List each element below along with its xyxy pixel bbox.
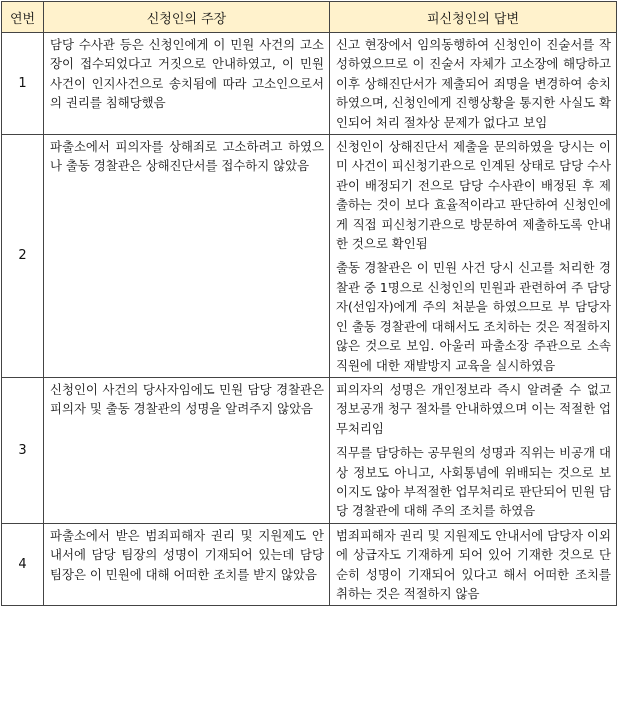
answer-text: 범죄피해자 권리 및 지원제도 안내서에 담당자 이외에 상급자도 기재하게 되어 있어 기재한 것으로 단순히 성명이 기재되어 있다고 해서 어떠한 조치를 취하는 것은 적절하지 않음 xyxy=(336,527,611,601)
answer-text: 출동 경찰관은 이 민원 사건 당시 신고를 처리한 경찰관 중 1명으로 신청인의 민원과 관련하여 주 담당자(선임자)에게 주의 처분을 하였으므로 부 담당자인 출동 경찰관에 대해서도 조치하는 것은 적절하지 않은 것으로 보임. 아울러 파출소장 주관으로 소속 직원에 대한 재발방지 교육을 실시하였음 xyxy=(336,260,611,373)
complaint-table xyxy=(1,1,617,606)
claim-text: 파출소에서 피의자를 상해죄로 고소하려고 하였으나 출동 경찰관은 상해진단서를 접수하지 않았음 xyxy=(50,139,324,174)
answer-cell xyxy=(330,523,617,606)
answer-text: 직무를 담당하는 공무원의 성명과 직위는 비공개 대상 정보도 아니고, 사회통념에 위배되는 것으로 보이지도 않아 부적절한 업무처리로 판단되어 민원 담당 경찰관에 대해 주의 조치를 하였음 xyxy=(336,445,611,519)
row-number: 4 xyxy=(2,523,44,606)
header-answer: 피신청인의 답변 xyxy=(330,2,617,33)
answer-text: 피의자의 성명은 개인정보라 즉시 알려줄 수 없고 정보공개 청구 절차를 안내하였으며 이는 적절한 업무처리임 xyxy=(336,381,611,436)
row-number: 1 xyxy=(2,33,44,135)
answer-cell xyxy=(330,33,617,135)
table-row xyxy=(2,135,617,378)
row-number: 2 xyxy=(2,135,44,378)
header-number: 연번 xyxy=(2,2,44,33)
answer-text: 신청인이 상해진단서 제출을 문의하였을 당시는 이미 사건이 피신청기관으로 인계된 상태로 담당 수사관이 배정되기 전으로 담당 수사관이 배정된 후 제출하는 것이 보다 효율적이라고 판단하여 신청인에게 직접 피신청기관으로 방문하여 제출하도록 안내한 것으로 확인됨 xyxy=(336,139,611,252)
claim-cell xyxy=(44,523,330,606)
claim-text: 신청인이 사건의 당사자임에도 민원 담당 경찰관은 피의자 및 출동 경찰관의 성명을 알려주지 않았음 xyxy=(50,381,324,417)
table-row xyxy=(2,377,617,523)
header-claim: 신청인의 주장 xyxy=(44,2,330,33)
claim-text: 담당 수사관 등은 신청인에게 이 민원 사건의 고소장이 접수되었다고 거짓으로 안내하였고, 이 민원 사건이 인지사건으로 송치됨에 따라 고소인으로서의 권리를 침해당했음 xyxy=(50,37,324,111)
table-row xyxy=(2,523,617,606)
claim-cell xyxy=(44,135,330,378)
claim-cell xyxy=(44,33,330,135)
answer-cell xyxy=(330,135,617,378)
answer-text: 신고 현장에서 임의동행하여 신청인이 진술서를 작성하였으므로 이 진술서 자체가 고소장에 해당하고 이후 상해진단서가 제출되어 죄명을 변경하여 송치하였으며, 신청인에게 진행상황을 통지한 사실도 확인되어 처리 절차상 문제가 없다고 보임 xyxy=(336,37,611,130)
claim-cell xyxy=(44,377,330,523)
answer-cell xyxy=(330,377,617,523)
row-number: 3 xyxy=(2,377,44,523)
table-header-row xyxy=(2,2,617,33)
claim-text: 파출소에서 받은 범죄피해자 권리 및 지원제도 안내서에 담당 팀장의 성명이 기재되어 있는데 담당 팀장은 이 민원에 대해 어떠한 조치를 받지 않았음 xyxy=(50,527,324,582)
table-row xyxy=(2,33,617,135)
